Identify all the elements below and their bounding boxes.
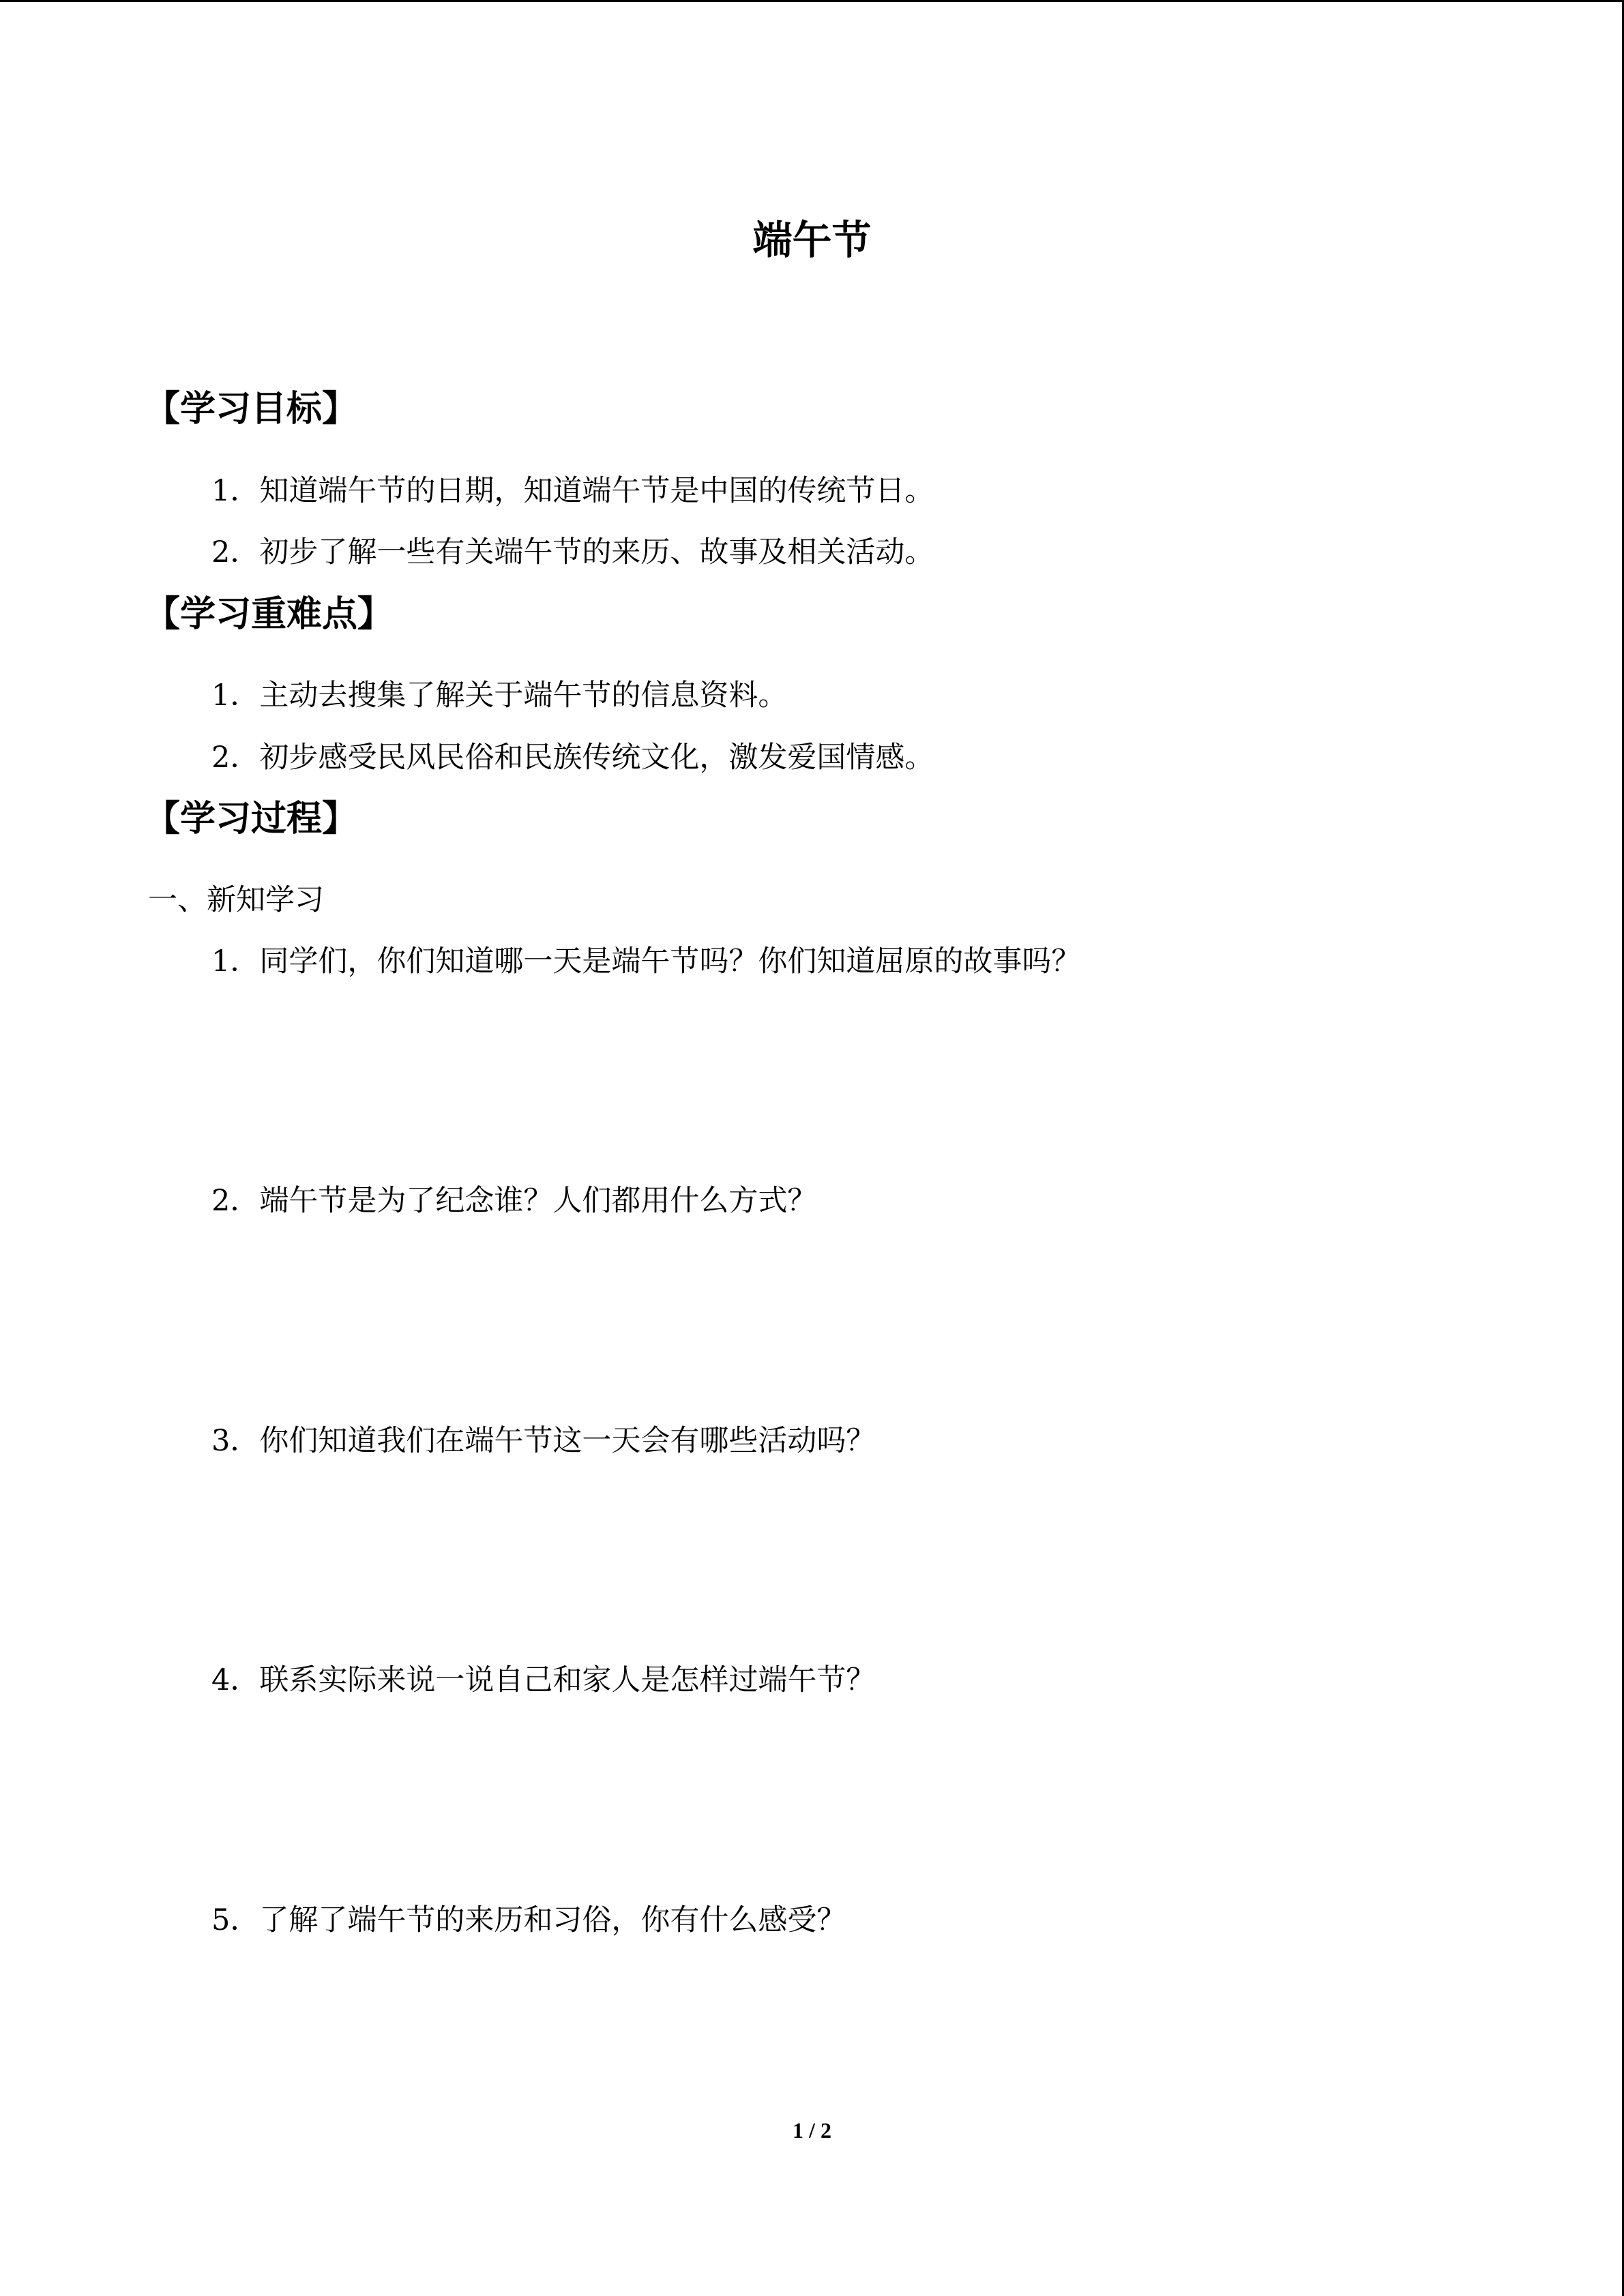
question-1: 1．同学们，你们知道哪一天是端午节吗？你们知道屈原的故事吗？ (211, 944, 1081, 979)
page-border-top (0, 0, 1624, 2)
question-2: 2．端午节是为了纪念谁？人们都用什么方式？ (211, 1184, 817, 1218)
question-5: 5．了解了端午节的来历和习俗，你有什么感受？ (211, 1903, 846, 1937)
objectives-heading: 【学习目标】 (145, 389, 358, 430)
key-point-item-2: 2．初步感受民风民俗和民族传统文化，激发爱国情感。 (211, 741, 934, 775)
process-subheading: 一、新知学习 (148, 883, 324, 917)
question-3: 3．你们知道我们在端午节这一天会有哪些活动吗？ (211, 1424, 876, 1458)
objective-item-2: 2．初步了解一些有关端午节的来历、故事及相关活动。 (211, 535, 934, 569)
question-4: 4．联系实际来说一说自己和家人是怎样过端午节？ (211, 1663, 876, 1697)
process-heading: 【学习过程】 (145, 799, 358, 839)
page-title: 端午节 (752, 217, 872, 263)
page-number: 1 / 2 (793, 2118, 831, 2143)
key-points-heading: 【学习重难点】 (145, 594, 394, 635)
key-point-item-1: 1．主动去搜集了解关于端午节的信息资料。 (211, 679, 788, 713)
objective-item-1: 1．知道端午节的日期，知道端午节是中国的传统节日。 (211, 474, 934, 508)
